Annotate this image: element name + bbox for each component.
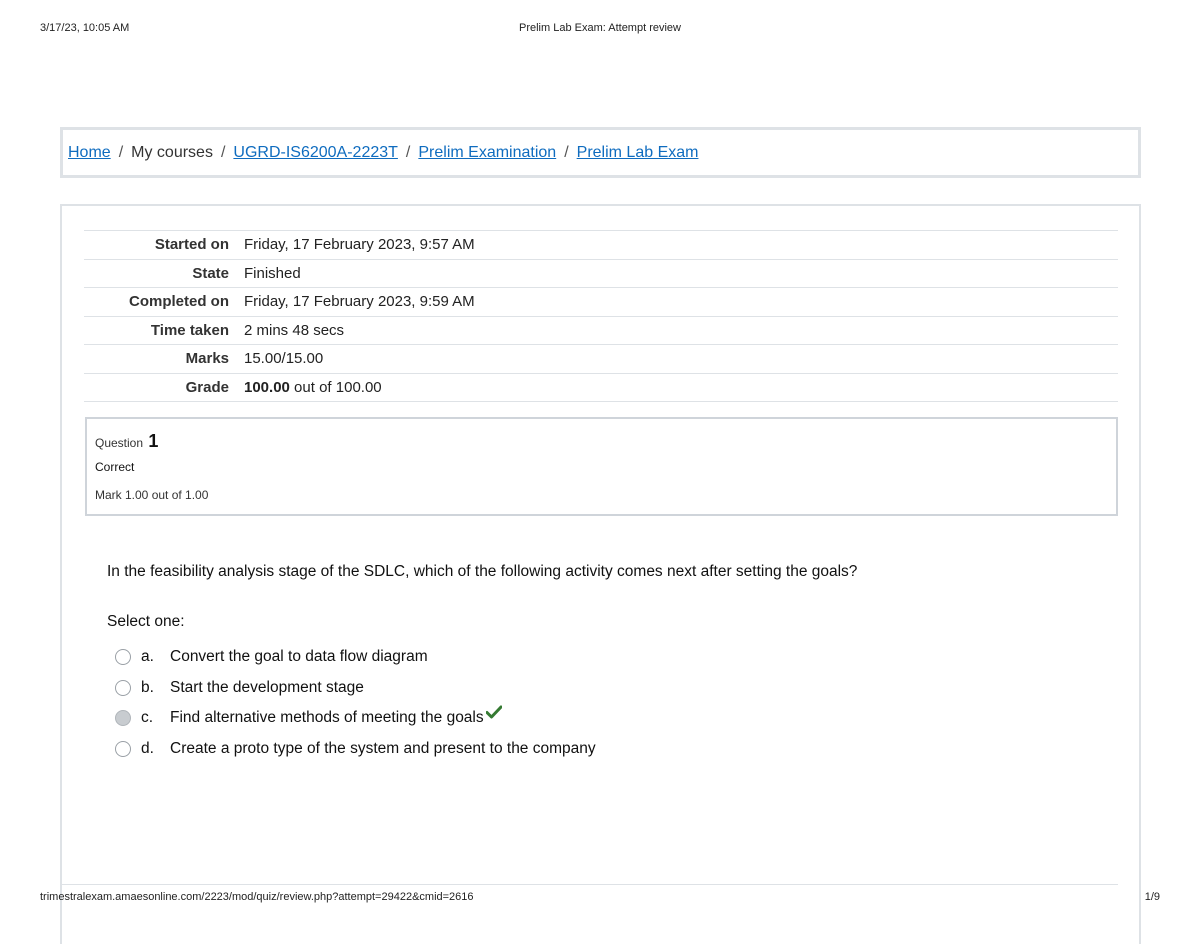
grade-out-of: out of 100.00 (289, 378, 382, 396)
question-number (95, 431, 1108, 452)
answer-letter: a. (141, 648, 154, 666)
summary-row-time-taken (84, 316, 1118, 345)
breadcrumb-my-courses: My courses (131, 143, 213, 161)
print-url: trimestralexam.amaesonline.com/2223/mod/quiz/review.php?attempt=29422&cmid=2616 (40, 891, 474, 903)
print-page-number: 1/9 (1144, 891, 1160, 903)
summary-value: 2 mins 48 secs (244, 321, 345, 339)
summary-label: Marks (185, 350, 229, 368)
answer-option-a[interactable] (115, 642, 596, 673)
breadcrumb-separator: / (564, 143, 569, 161)
print-header (40, 22, 1160, 38)
breadcrumb (60, 127, 1141, 178)
summary-value (244, 373, 1118, 402)
summary-label: Grade (185, 378, 229, 396)
breadcrumb-section-link[interactable]: Prelim Examination (418, 143, 557, 161)
summary-label: State (192, 264, 229, 282)
breadcrumb-separator: / (118, 143, 124, 161)
breadcrumb-activity-link[interactable]: Prelim Lab Exam (576, 143, 699, 161)
summary-row-completed-on (84, 288, 1118, 317)
answer-text: Convert the goal to data flow diagram (170, 648, 428, 666)
summary-value: Friday, 17 February 2023, 9:59 AM (244, 293, 475, 311)
summary-label: Time taken (150, 321, 229, 339)
footer-divider (62, 884, 1118, 885)
breadcrumb-course-link[interactable]: UGRD-IS6200A-2223T (233, 143, 398, 161)
answer-option-d[interactable] (115, 734, 596, 765)
question-state: Correct (95, 460, 135, 474)
radio-button[interactable] (115, 649, 131, 665)
answer-option-c[interactable] (115, 703, 596, 734)
print-page-title: Prelim Lab Exam: Attempt review (518, 22, 681, 34)
select-one-prompt: Select one: (107, 613, 185, 630)
answer-option-b[interactable] (115, 673, 596, 704)
answer-list (115, 642, 596, 764)
summary-label: Completed on (129, 293, 229, 311)
radio-button[interactable] (115, 680, 131, 696)
summary-value: Friday, 17 February 2023, 9:57 AM (244, 236, 475, 254)
correct-check-icon (486, 705, 502, 724)
answer-letter: d. (141, 739, 154, 757)
answer-text: Create a proto type of the system and present to the company (170, 739, 596, 757)
answer-text: Start the development stage (170, 678, 364, 696)
question-mark: Mark 1.00 out of 1.00 (95, 488, 209, 502)
summary-label: Started on (154, 236, 229, 254)
summary-value: Finished (244, 264, 301, 282)
summary-row-grade (84, 373, 1118, 402)
radio-button[interactable] (115, 741, 131, 757)
breadcrumb-separator: / (405, 143, 411, 161)
question-prefix: Question (95, 436, 144, 450)
summary-row-state (84, 259, 1118, 288)
print-datetime: 3/17/23, 10:05 AM (40, 22, 130, 34)
breadcrumb-separator: / (220, 143, 226, 161)
question-number-value: 1 (148, 431, 159, 451)
radio-button-selected[interactable] (115, 710, 131, 726)
question-text: In the feasibility analysis stage of the SDLC, which of the following activity comes next after setting the goals? (107, 563, 858, 580)
print-footer (40, 891, 1160, 907)
question-info-box (85, 417, 1118, 516)
answer-text: Find alternative methods of meeting the goals (170, 709, 484, 727)
summary-row-started-on (84, 231, 1118, 260)
answer-letter: b. (141, 678, 154, 696)
answer-letter: c. (141, 709, 154, 727)
attempt-summary-table (84, 230, 1118, 402)
summary-value: 15.00/15.00 (244, 350, 324, 368)
breadcrumb-home-link[interactable]: Home (68, 143, 111, 161)
summary-row-marks (84, 345, 1118, 374)
grade-score: 100.00 (244, 378, 290, 396)
